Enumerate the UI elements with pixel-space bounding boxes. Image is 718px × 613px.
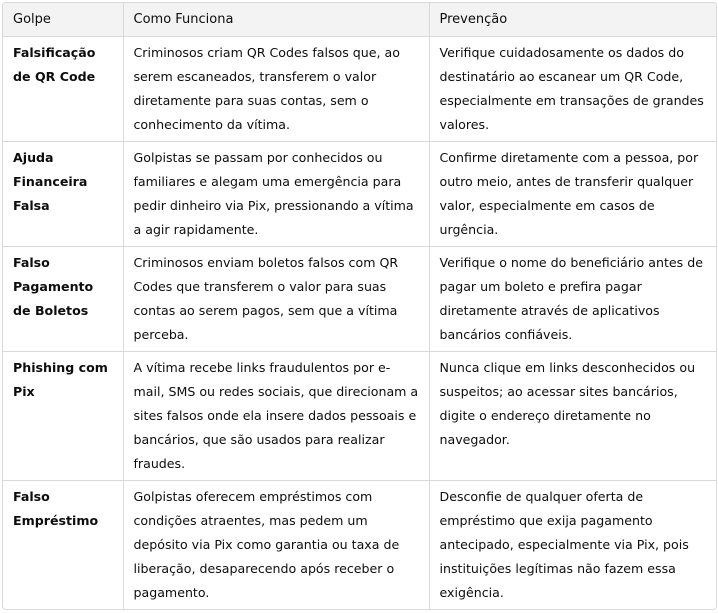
cell-como-funciona: Golpistas se passam por conhecidos ou familiares e alegam uma emergência para pedir dinheiro via Pix, pressionando a vítima a agir rapidamente.: [123, 142, 429, 247]
cell-golpe: Ajuda Financeira Falsa: [3, 142, 123, 247]
table-row: [3, 481, 716, 610]
cell-como-funciona: Golpistas oferecem empréstimos com condições atraentes, mas pedem um depósito via Pix como garantia ou taxa de liberação, desaparecendo após receber o pagamento.: [123, 481, 429, 610]
cell-como-funciona: Criminosos criam QR Codes falsos que, ao serem escaneados, transferem o valor diretamente para suas contas, sem o conhecimento da vítima.: [123, 37, 429, 142]
table-row: [3, 352, 716, 481]
cell-golpe: Falsificação de QR Code: [3, 37, 123, 142]
table-row: [3, 37, 716, 142]
header-row: [3, 3, 716, 37]
table-row: [3, 247, 716, 352]
cell-golpe: Falso Pagamento de Boletos: [3, 247, 123, 352]
cell-prevencao: Nunca clique em links desconhecidos ou suspeitos; ao acessar sites bancários, digite o endereço diretamente no navegador.: [429, 352, 716, 481]
cell-como-funciona: Criminosos enviam boletos falsos com QR Codes que transferem o valor para suas contas ao serem pagos, sem que a vítima perceba.: [123, 247, 429, 352]
table-body: [3, 37, 716, 610]
cell-como-funciona: A vítima recebe links fraudulentos por e-mail, SMS ou redes sociais, que direcionam a sites falsos onde ela insere dados pessoais e bancários, que são usados para realizar fraudes.: [123, 352, 429, 481]
cell-prevencao: Verifique cuidadosamente os dados do destinatário ao escanear um QR Code, especialmente em transações de grandes valores.: [429, 37, 716, 142]
cell-golpe: Phishing com Pix: [3, 352, 123, 481]
cell-prevencao: Confirme diretamente com a pessoa, por outro meio, antes de transferir qualquer valor, especialmente em casos de urgência.: [429, 142, 716, 247]
cell-prevencao: Desconfie de qualquer oferta de empréstimo que exija pagamento antecipado, especialmente via Pix, pois instituições legítimas não fazem essa exigência.: [439, 489, 689, 600]
header-como-funciona: Como Funciona: [123, 3, 429, 37]
scam-table: [3, 3, 716, 609]
table-header: [3, 3, 716, 37]
cell-prevencao: Verifique o nome do beneficiário antes de pagar um boleto e prefira pagar diretamente através de aplicativos bancários confiáveis.: [429, 247, 716, 352]
table-row: [3, 142, 716, 247]
header-prevencao: Prevenção: [429, 3, 716, 37]
scam-table-container: [2, 2, 717, 610]
cell-golpe: Falso Empréstimo: [3, 481, 123, 610]
header-golpe: Golpe: [3, 3, 123, 37]
